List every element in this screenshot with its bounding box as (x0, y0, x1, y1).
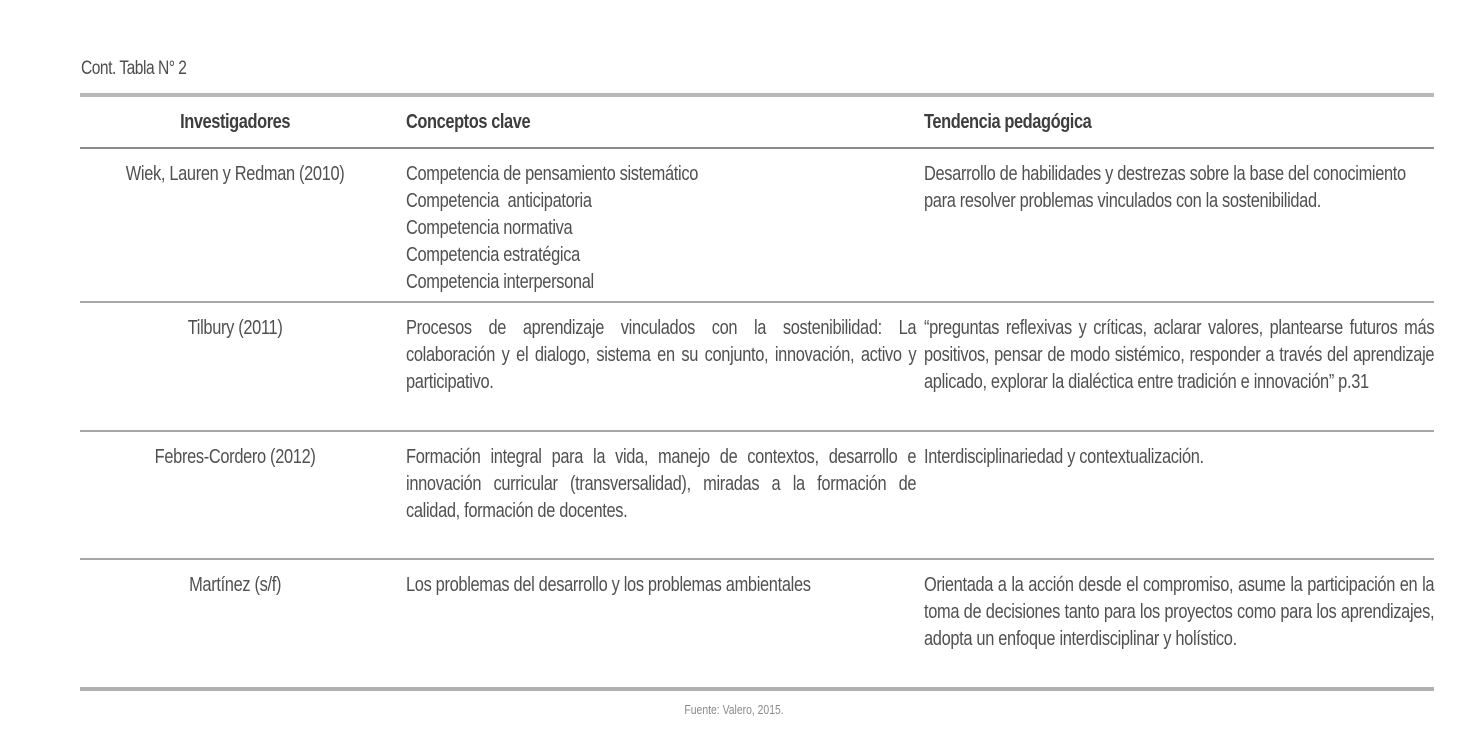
cell-tendencia: Interdisciplinariedad y contextualización. (924, 446, 1204, 468)
cell-conceptos: Formación integral para la vida, manejo de contextos, desarrollo e innovación curricular (transversalidad), miradas a la formación de calidad, formación de docentes. (406, 446, 917, 522)
cell-investigadores: Martínez (s/f) (188, 574, 281, 596)
cell-investigadores: Tilbury (2011) (187, 317, 283, 339)
table-source-note: Fuente: Valero, 2015. (684, 702, 784, 717)
concept-item: Competencia interpersonal (406, 271, 594, 293)
table-header-row (80, 97, 1434, 147)
table (80, 93, 1434, 691)
table-bottom-rule (80, 687, 1434, 691)
header-conceptos-clave: Conceptos clave (406, 110, 531, 133)
concept-item: Competencia estratégica (406, 244, 580, 266)
table-row (80, 149, 1434, 301)
cell-conceptos (406, 149, 916, 301)
concept-item: Competencia de pensamiento sistemático (406, 163, 699, 185)
cell-tendencia: Desarrollo de habilidades y destrezas sobre la base del conocimiento para resolver problemas vinculados con la sostenibilidad. (924, 163, 1406, 212)
table-row (80, 432, 1434, 558)
cell-tendencia: “preguntas reflexivas y críticas, aclarar valores, plantearse futuros más positivos, pensar de modo sistémico, responder a través del aprendizaje aplicado, explorar la dialéctica entre tradición e innovación” p.31 (924, 317, 1435, 393)
table-row (80, 303, 1434, 430)
cell-investigadores: Febres-Cordero (2012) (154, 446, 316, 468)
cell-tendencia: Orientada a la acción desde el compromiso, asume la participación en la toma de decisiones tanto para los proyectos como para los aprendizajes, adopta un enfoque interdisciplinar y holístico. (924, 574, 1435, 650)
cell-investigadores: Wiek, Lauren y Redman (2010) (125, 163, 345, 185)
cell-conceptos: Procesos de aprendizaje vinculados con la sostenibilidad: La colaboración y el dialogo, sistema en su conjunto, innovación, activo y participativo. (406, 317, 917, 393)
concept-item: Competencia anticipatoria (406, 190, 592, 212)
concept-item: Competencia normativa (406, 217, 573, 239)
cell-conceptos: Los problemas del desarrollo y los problemas ambientales (406, 574, 811, 596)
header-tendencia-pedagogica: Tendencia pedagógica (924, 110, 1092, 133)
header-investigadores: Investigadores (179, 110, 291, 133)
table-row (80, 560, 1434, 687)
table-caption: Cont. Tabla N° 2 (81, 58, 187, 79)
